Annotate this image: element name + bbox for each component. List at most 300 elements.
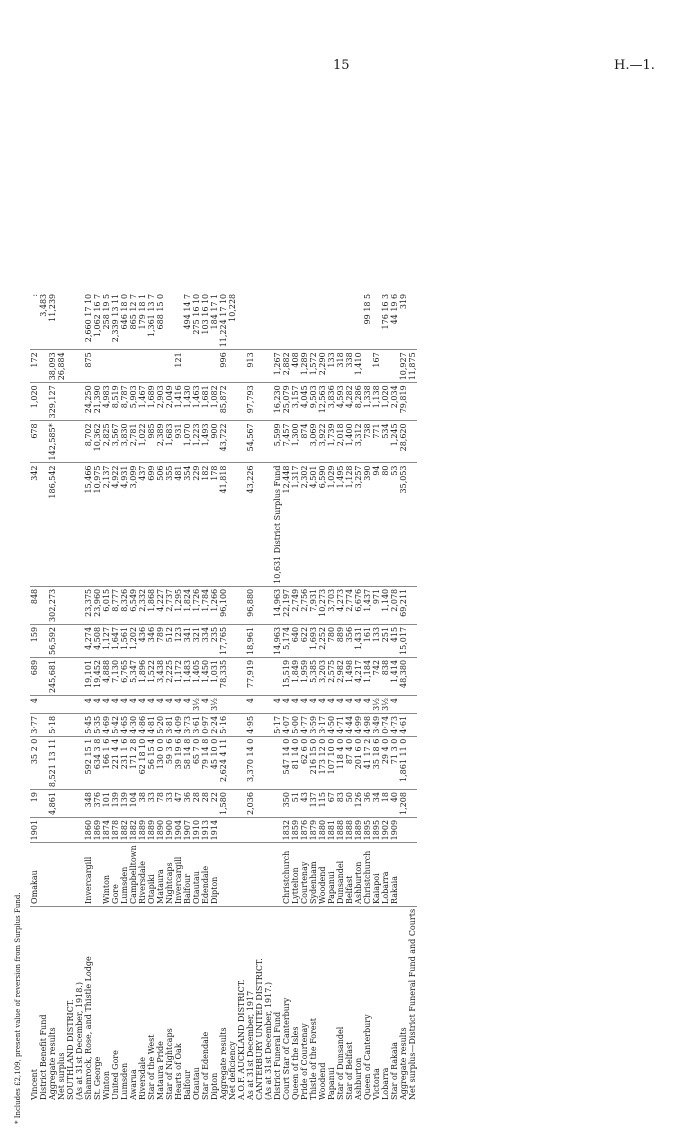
table-cell: Ashburton <box>354 843 363 907</box>
table-row <box>381 292 390 1102</box>
table-cell: 1,405 <box>192 657 201 695</box>
table-cell: 342 <box>30 463 39 586</box>
table-cell: 4 <box>318 696 327 714</box>
table-cell: 348 <box>84 790 93 818</box>
table-cell: 4·73 <box>390 713 399 736</box>
table-cell <box>237 736 246 789</box>
table-cell: 54,567 <box>246 421 255 463</box>
table-cell: 8,777 <box>111 586 120 624</box>
table-cell <box>57 383 66 421</box>
table-cell <box>228 736 237 789</box>
table-cell: 4 <box>84 696 93 714</box>
table-cell: 985 <box>147 421 156 463</box>
table-cell: 24,250 <box>84 383 93 421</box>
table-cell: 3,836 <box>327 383 336 421</box>
table-cell <box>237 790 246 818</box>
table-row <box>282 292 291 1102</box>
table-row <box>93 292 102 1102</box>
table-cell: 12,448 <box>282 463 291 586</box>
table-cell: 1,572 <box>309 350 318 383</box>
table-cell: 4 <box>336 696 345 714</box>
table-cell: 0·74 <box>381 713 390 736</box>
table-row <box>120 292 129 1102</box>
table-cell: 18 <box>381 790 390 818</box>
table-cell: 1,959 <box>300 657 309 695</box>
table-cell: Thistle of the Forest <box>309 1018 318 1100</box>
table-cell: Dipton <box>210 843 219 907</box>
table-cell: 21,390 <box>93 383 102 421</box>
table-cell: 235 <box>210 624 219 657</box>
table-cell: 1,029 <box>327 463 336 586</box>
table-cell: 302,273 <box>48 586 57 624</box>
table-cell: 3,438 <box>156 657 165 695</box>
table-cell: 4 <box>111 696 120 714</box>
table-cell <box>264 292 273 350</box>
table-cell <box>264 383 273 421</box>
table-cell: 221 4 4 <box>111 736 120 789</box>
table-cell: 2,290 <box>318 350 327 383</box>
table-cell <box>282 292 291 350</box>
table-cell: 3,257 <box>354 463 363 586</box>
table-cell <box>399 843 408 907</box>
table-cell: 1,693 <box>309 624 318 657</box>
table-cell <box>48 817 57 842</box>
table-cell: 4,983 <box>102 383 111 421</box>
table-row <box>399 292 408 1102</box>
table-cell <box>39 383 48 421</box>
table-row <box>309 292 318 1102</box>
table-cell: 4·61 <box>399 713 408 736</box>
table-cell: 334 <box>201 624 210 657</box>
table-cell: 1,245 <box>390 421 399 463</box>
table-cell: 53 <box>390 463 399 586</box>
table-cell: 1,410 <box>354 350 363 383</box>
table-cell <box>399 817 408 842</box>
table-cell: 1890 <box>156 817 165 842</box>
table-cell: 512 <box>165 624 174 657</box>
table-cell: 41,818 <box>219 463 228 586</box>
table-row <box>345 292 354 1102</box>
table-cell: 2,575 <box>327 657 336 695</box>
table-cell <box>291 292 300 350</box>
table-cell <box>57 736 66 789</box>
table-cell <box>165 292 174 350</box>
table-cell: 8,521 13 11 <box>48 736 57 789</box>
table-cell: 971 <box>372 586 381 624</box>
table-cell: 4 <box>201 696 210 714</box>
table-cell: 5·20 <box>156 713 165 736</box>
table-cell: 4 <box>138 696 147 714</box>
table-cell <box>66 713 75 736</box>
table-row <box>156 292 165 1102</box>
table-cell: 28 <box>192 790 201 818</box>
table-cell: SOUTHLAND DISTRICT. <box>66 999 75 1100</box>
table-cell: 2,049 <box>165 383 174 421</box>
table-cell: CANTERBURY UNITED DISTRICT. <box>255 958 264 1100</box>
table-cell: 139 <box>111 790 120 818</box>
table-cell: 1,739 <box>327 421 336 463</box>
table-cell: 4·65 <box>120 713 129 736</box>
table-cell: 11,224 17 10 <box>219 292 228 350</box>
table-cell: 1,522 <box>147 657 156 695</box>
table-cell: 699 <box>147 463 156 586</box>
table-cell: 5·17 <box>273 713 282 736</box>
table-cell: 1,020 <box>381 383 390 421</box>
table-cell: 1869 <box>93 817 102 842</box>
table-cell: 33 <box>165 790 174 818</box>
table-cell: Dunsandel <box>336 843 345 907</box>
table-cell <box>228 657 237 695</box>
table-cell: 4,217 <box>354 657 363 695</box>
table-cell: Mataura Pride <box>156 1041 165 1100</box>
table-cell <box>237 350 246 383</box>
table-cell <box>255 292 264 350</box>
table-cell: 1,416 <box>174 383 183 421</box>
table-cell: United Gore <box>111 1050 120 1100</box>
table-cell: 4 <box>363 696 372 714</box>
table-cell <box>57 586 66 624</box>
table-cell: 43,226 <box>246 463 255 586</box>
table-cell <box>75 817 84 842</box>
table-cell: 5·18 <box>48 713 57 736</box>
table-cell: 481 <box>174 463 183 586</box>
table-cell <box>219 817 228 842</box>
table-cell: Ashburton <box>354 1057 363 1100</box>
table-cell: 4,045 <box>300 383 309 421</box>
table-row <box>111 292 120 1102</box>
table-cell: 4,508 <box>93 624 102 657</box>
table-row <box>66 292 75 1102</box>
table-cell: 4·71 <box>336 713 345 736</box>
table-cell <box>66 736 75 789</box>
table-cell <box>390 350 399 383</box>
table-cell <box>174 292 183 350</box>
table-cell: 14,963 <box>273 624 282 657</box>
table-cell <box>75 736 84 789</box>
table-cell <box>48 696 57 714</box>
table-cell: 5·00 <box>291 713 300 736</box>
table-cell: 4·44 <box>345 713 354 736</box>
table-cell: 15,466 <box>84 463 93 586</box>
table-cell: 1,138 <box>372 383 381 421</box>
table-cell: 48,380 <box>399 657 408 695</box>
table-cell: 1,561 <box>120 624 129 657</box>
table-cell: 2,903 <box>156 383 165 421</box>
table-cell <box>228 790 237 818</box>
table-cell: Edendale <box>201 843 210 907</box>
table-cell: 4·07 <box>282 713 291 736</box>
table-cell: 1,683 <box>165 421 174 463</box>
table-cell: 354 <box>183 463 192 586</box>
table-cell <box>264 790 273 818</box>
table-cell: 848 <box>30 586 39 624</box>
table-cell: : <box>30 292 39 350</box>
table-cell: 2,225 <box>165 657 174 695</box>
table-cell: 8,702 <box>84 421 93 463</box>
table-cell <box>75 292 84 350</box>
table-cell <box>237 586 246 624</box>
table-cell: 780 <box>327 624 336 657</box>
table-cell <box>408 790 417 818</box>
table-cell: 25,079 <box>282 383 291 421</box>
table-cell: 96,880 <box>246 586 255 624</box>
table-cell: District Benefit Fund <box>39 1014 48 1100</box>
table-cell: 56 15 4 <box>147 736 156 789</box>
page-number: 15 <box>333 58 350 73</box>
table-cell: 3,312 <box>354 421 363 463</box>
table-cell: 47 <box>174 790 183 818</box>
table-cell: 9,503 <box>309 383 318 421</box>
table-cell: 4 <box>291 696 300 714</box>
table-cell: 87 4 0 <box>345 736 354 789</box>
table-cell <box>273 292 282 350</box>
table-cell <box>66 696 75 714</box>
table-cell: Dipton <box>210 1072 219 1100</box>
table-cell <box>39 463 48 586</box>
table-cell: 1,082 <box>210 383 219 421</box>
table-cell: 931 <box>174 421 183 463</box>
table-row <box>147 292 156 1102</box>
table-cell: 19 <box>30 790 39 818</box>
table-cell <box>75 624 84 657</box>
table-cell: 1880 <box>318 817 327 842</box>
table-cell: 900 <box>210 421 219 463</box>
table-cell: 2,982 <box>336 657 345 695</box>
table-cell <box>264 843 273 907</box>
table-row <box>165 292 174 1102</box>
table-cell: 22,197 <box>282 586 291 624</box>
table-cell: 1882 <box>129 817 138 842</box>
table-cell: Christchurch <box>363 843 372 907</box>
table-cell: 1,400 <box>345 421 354 463</box>
table-cell <box>39 350 48 383</box>
valuation-table <box>30 292 417 1102</box>
table-cell: Net surplus—District Funeral Fund and Courts <box>408 908 417 1100</box>
table-cell: 81 14 0 <box>291 736 300 789</box>
table-cell <box>39 624 48 657</box>
table-cell: 3½ <box>381 696 390 714</box>
table-cell: Riversdale <box>138 843 147 907</box>
table-cell: 346 <box>147 624 156 657</box>
table-cell <box>93 843 102 907</box>
table-cell: 2,882 <box>282 350 291 383</box>
table-cell: Balfour <box>183 843 192 907</box>
table-cell: 186,542 <box>48 463 57 586</box>
table-cell: Woodend <box>318 1062 327 1100</box>
table-cell: 4 <box>30 696 39 714</box>
table-cell: 19,101 <box>84 657 93 695</box>
table-cell: 107 10 0 <box>327 736 336 789</box>
table-cell: 19,452 <box>93 657 102 695</box>
footnote-wrapper <box>14 892 24 1124</box>
table-cell: Otautau <box>192 1067 201 1100</box>
table-cell: 592 15 1 <box>84 736 93 789</box>
footnote: * Includes £2,109, present value of reversion from Surplus Fund. <box>14 892 22 1124</box>
table-cell <box>237 292 246 350</box>
table-cell: 688 15 0 <box>156 292 165 350</box>
table-cell: 1888 <box>345 817 354 842</box>
table-cell: 80 <box>381 463 390 586</box>
table-cell <box>228 421 237 463</box>
table-cell: Lumsden <box>120 1062 129 1100</box>
table-cell: 4,888 <box>102 657 111 695</box>
table-row <box>75 292 84 1102</box>
table-cell: 79 14 8 <box>201 736 210 789</box>
table-cell: Lumsden <box>120 843 129 907</box>
table-cell: 3,370 14 0 <box>246 736 255 789</box>
table-row <box>255 292 264 1102</box>
table-cell: 4 <box>327 696 336 714</box>
table-cell: 8,326 <box>120 586 129 624</box>
table-cell: 6,015 <box>102 586 111 624</box>
table-cell: 4 <box>147 696 156 714</box>
table-cell: 1902 <box>381 817 390 842</box>
table-cell <box>39 657 48 695</box>
table-cell: 1889 <box>138 817 147 842</box>
table-cell: 4 <box>309 696 318 714</box>
table-cell: Star of Dunsandel <box>336 1026 345 1100</box>
table-cell: 4·81 <box>147 713 156 736</box>
table-cell: 547 14 0 <box>282 736 291 789</box>
table-cell: 166 1 6 <box>102 736 111 789</box>
table-cell: 534 <box>381 421 390 463</box>
table-cell: 1,127 <box>102 624 111 657</box>
table-cell <box>66 843 75 907</box>
table-cell: 28 <box>201 790 210 818</box>
table-cell <box>57 843 66 907</box>
table-cell: 1860 <box>84 817 93 842</box>
table-cell: Aggregate results <box>219 1027 228 1100</box>
table-cell: 115 <box>318 790 327 818</box>
table-cell: 2,737 <box>165 586 174 624</box>
table-cell <box>39 713 48 736</box>
table-cell: 1,467 <box>138 383 147 421</box>
table-cell: 4 <box>354 696 363 714</box>
table-cell: 184 17 1 <box>210 292 219 350</box>
table-cell: 5,174 <box>282 624 291 657</box>
table-cell: 43 <box>300 790 309 818</box>
table-cell <box>372 292 381 350</box>
table-cell: 1,463 <box>192 383 201 421</box>
table-row <box>246 292 255 1102</box>
table-cell <box>408 736 417 789</box>
table-cell: Star of Nightcaps <box>165 1028 174 1100</box>
table-row <box>219 292 228 1102</box>
table-cell: Queen of Canterbury <box>363 1014 372 1100</box>
table-cell: 1,849 <box>291 657 300 695</box>
table-cell: Otautau <box>192 843 201 907</box>
table-cell <box>264 736 273 789</box>
table-cell <box>264 421 273 463</box>
table-cell: 137 <box>309 790 318 818</box>
table-cell <box>201 350 210 383</box>
table-cell: 4 <box>120 696 129 714</box>
table-cell: 2,756 <box>300 586 309 624</box>
table-cell: 17,765 <box>219 624 228 657</box>
table-cell: 1882 <box>120 817 129 842</box>
table-cell: 8,286 <box>354 383 363 421</box>
table-cell: 7,130 <box>111 657 120 695</box>
table-cell: 390 <box>363 463 372 586</box>
table-cell: 96,100 <box>219 586 228 624</box>
table-cell: 640 <box>291 624 300 657</box>
table-cell: 838 <box>381 657 390 695</box>
table-cell: 133 <box>327 350 336 383</box>
table-cell: District Funeral Fund <box>273 1011 282 1100</box>
table-cell <box>336 292 345 350</box>
table-cell: 3½ <box>210 696 219 714</box>
table-cell <box>255 586 264 624</box>
table-cell <box>273 843 282 907</box>
table-cell: 1876 <box>300 817 309 842</box>
table-cell <box>147 350 156 383</box>
table-cell: 4 <box>93 696 102 714</box>
table-cell: 11,239 <box>48 292 57 350</box>
table-cell: 35 2 0 <box>30 736 39 789</box>
table-cell: 5·16 <box>219 713 228 736</box>
table-cell: 23,960 <box>93 586 102 624</box>
table-cell: 1889 <box>354 817 363 842</box>
table-cell: 6,765 <box>120 657 129 695</box>
table-cell <box>273 817 282 842</box>
table-cell: 39 19 6 <box>174 736 183 789</box>
table-cell: 178 <box>210 463 219 586</box>
table-cell: 3,069 <box>309 421 318 463</box>
table-cell: 3,922 <box>318 421 327 463</box>
table-cell: 3,483 <box>39 292 48 350</box>
table-cell <box>228 817 237 842</box>
table-cell <box>57 421 66 463</box>
table-cell <box>255 790 264 818</box>
table-cell <box>129 350 138 383</box>
table-cell <box>66 657 75 695</box>
table-cell <box>300 292 309 350</box>
table-cell: 1,128 <box>345 463 354 586</box>
table-cell <box>408 713 417 736</box>
table-cell: Victoria <box>372 1068 381 1100</box>
table-cell: 875 <box>84 350 93 383</box>
table-cell: 34 <box>372 790 381 818</box>
table-cell: 1895 <box>372 817 381 842</box>
table-cell <box>138 350 147 383</box>
table-cell: Queen of the Isles <box>291 1026 300 1100</box>
table-cell <box>255 383 264 421</box>
table-cell: 65 7 0 <box>192 736 201 789</box>
rotated-table-wrapper <box>30 72 680 1102</box>
table-cell: 2,034 <box>390 383 399 421</box>
table-cell: 2,332 <box>138 586 147 624</box>
table-cell: 1,361 13 7 <box>147 292 156 350</box>
table-cell <box>237 843 246 907</box>
table-cell: 118 4 0 <box>336 736 345 789</box>
table-cell: 10,927 <box>399 350 408 383</box>
table-cell <box>228 350 237 383</box>
table-cell: 171 2 8 <box>129 736 138 789</box>
table-cell <box>399 696 408 714</box>
table-cell: Hearts of Oak <box>174 1043 183 1100</box>
table-cell: 1879 <box>309 817 318 842</box>
table-cell <box>66 292 75 350</box>
table-cell <box>228 383 237 421</box>
table-cell: Balfour <box>183 1070 192 1100</box>
table-cell <box>75 383 84 421</box>
table-cell: 321 <box>192 624 201 657</box>
table-cell: 4·50 <box>327 713 336 736</box>
table-cell: 12,563 <box>318 383 327 421</box>
table-cell: 356 <box>345 624 354 657</box>
table-cell: 4 <box>246 696 255 714</box>
table-cell: 59 3 6 <box>165 736 174 789</box>
